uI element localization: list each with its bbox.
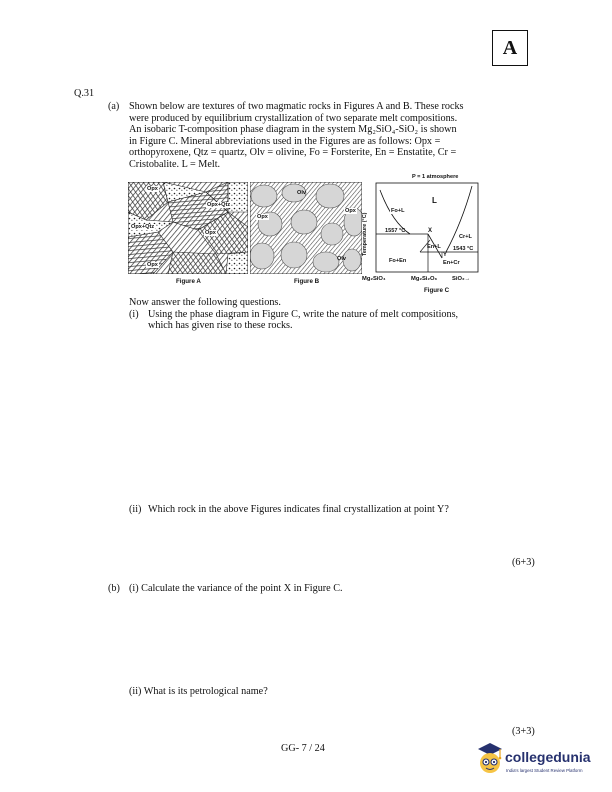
figure-b (250, 182, 362, 274)
figure-a-label: Opx (147, 262, 158, 268)
figure-c-field-melt: L (432, 196, 437, 205)
figure-c-diagram (362, 182, 482, 276)
figure-c (362, 182, 482, 276)
figure-c-field-en-cr: En+Cr (443, 260, 460, 266)
figure-a-label: Opx (147, 186, 158, 192)
part-a-marker: (a) (108, 101, 120, 112)
part-a-line: Cristobalite. L = Melt. (129, 158, 221, 170)
part-a-line: orthopyroxene, Qtz = quartz, Olv = olivine, Fo = Forsterite, En = Enstatite, Cr = (129, 147, 457, 159)
sub-i-marker: (i) (129, 309, 139, 320)
collegedunia-logo (474, 741, 608, 781)
figure-a (128, 182, 248, 274)
figure-c-y-axis-label: Temperature (°C) (362, 212, 368, 256)
part-a-paragraph (129, 101, 504, 171)
logo-name: collegedunia (505, 749, 591, 765)
figure-c-temp-1557: 1557 °C (385, 228, 406, 234)
figure-a-label: Opx (205, 230, 216, 236)
figure-c-field-cr-l: Cr+L (459, 234, 472, 240)
sub-i-line2: which has given rise to these rocks. (148, 320, 293, 331)
figure-b-label: Opx (345, 208, 356, 214)
figure-c-x-left: Mg₂SiO₄ (362, 276, 386, 282)
figure-c-x-middle: Mg₂Si₂O₆ (411, 276, 438, 282)
part-a-line: were produced by equilibrium crystallization of two separate melt compositions. (129, 112, 458, 124)
figure-c-pressure-label: P = 1 atmosphere (412, 174, 459, 180)
marks-b: (3+3) (512, 726, 535, 737)
figure-c-point-y: Y (443, 252, 447, 258)
sub-i-line1: Using the phase diagram in Figure C, write the nature of melt compositions, (148, 309, 459, 320)
figure-c-temp-1543: 1543 °C (453, 246, 474, 252)
exam-code-box: A (492, 30, 528, 66)
figure-a-label: Opx+Qtz (131, 224, 155, 230)
instructions: Now answer the following questions. (129, 297, 281, 308)
figure-b-label: Olv (297, 190, 307, 196)
logo-tagline: India's largest Student Review Platform (506, 768, 583, 773)
figure-c-point-x: X (428, 228, 433, 234)
figure-c-field-en-l: En+L (427, 244, 441, 250)
footer-page: GG- 7 / 24 (281, 743, 325, 754)
figure-a-caption: Figure A (176, 278, 201, 285)
part-a-line: in Figure C. Mineral abbreviations used in the Figures are as follows: Opx = (129, 135, 441, 147)
figure-c-x-right: SiO₂→ (452, 276, 471, 282)
sub-ii-marker: (ii) (129, 504, 142, 515)
part-b-sub-ii: (ii) What is its petrological name? (129, 686, 268, 697)
part-b-marker: (b) (108, 583, 120, 594)
graduate-mascot-icon (474, 741, 504, 775)
figure-c-field-fo-l: Fo+L (391, 208, 405, 214)
figure-a-label: Opx+Qtz (207, 202, 231, 208)
figure-b-caption: Figure B (294, 278, 320, 285)
part-b-sub-i: (i) Calculate the variance of the point X in Figure C. (129, 583, 343, 594)
question-number: Q.31 (74, 88, 95, 99)
figure-b-label: Opx (257, 214, 268, 220)
part-a-line: An isobaric T-composition phase diagram in the system Mg₂SiO₄-SiO₂ is shown (129, 124, 457, 136)
part-a-line: Shown below are textures of two magmatic rocks in Figures A and B. These rocks (129, 101, 464, 112)
sub-ii-text: Which rock in the above Figures indicates final crystallization at point Y? (148, 504, 449, 515)
figure-b-label: Olv (337, 256, 347, 262)
figure-c-field-fo-en: Fo+En (389, 258, 407, 264)
figure-c-caption: Figure C (424, 287, 450, 294)
marks-a: (6+3) (512, 557, 535, 568)
